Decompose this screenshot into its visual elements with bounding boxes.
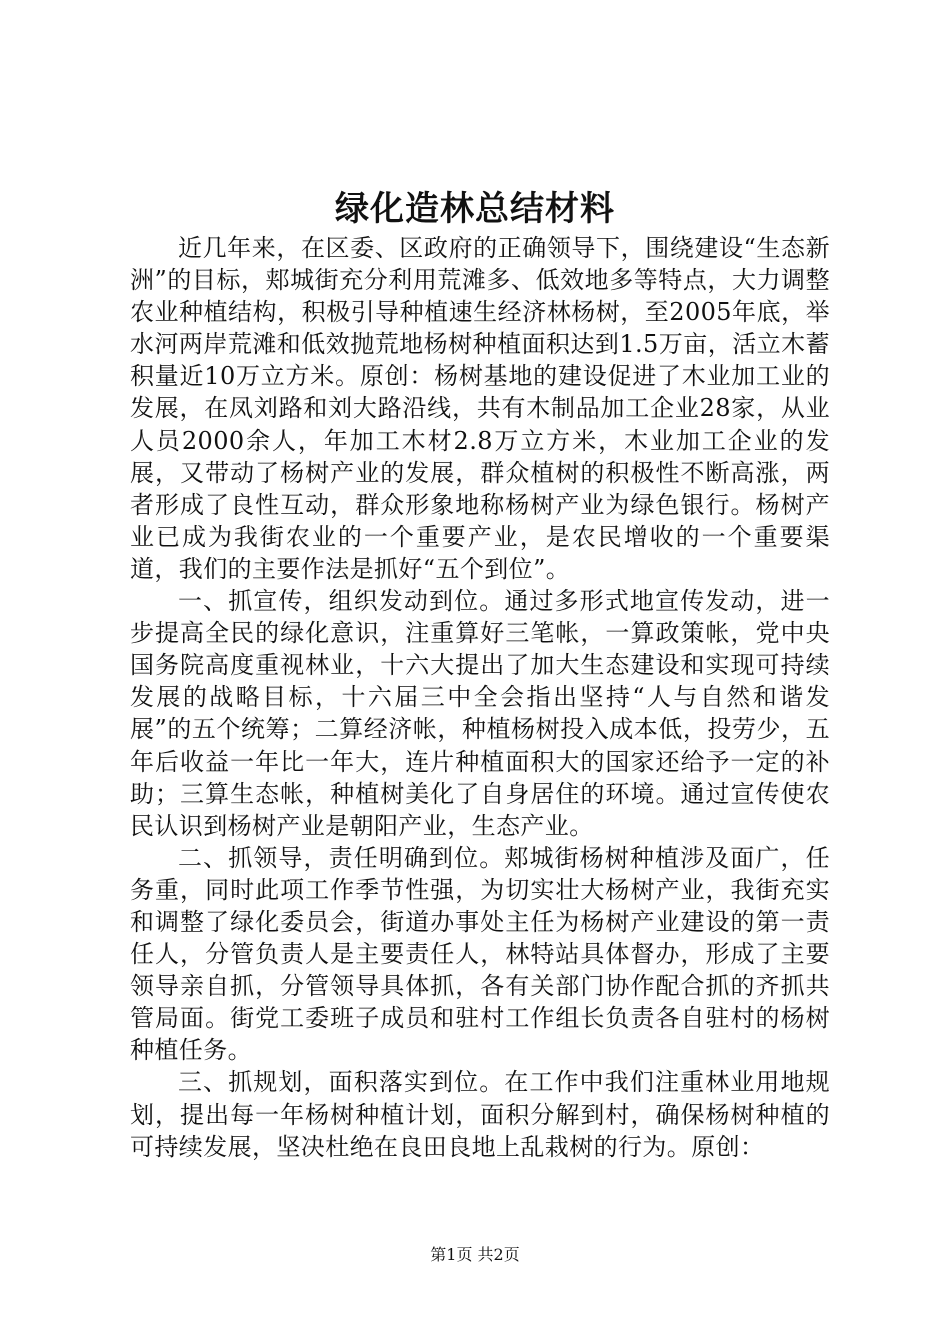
document-body — [130, 232, 830, 1163]
paragraph-publicity: 一、抓宣传，组织发动到位。通过多形式地宣传发动，进一步提高全民的绿化意识，注重算好三笔帐，一算政策帐，党中央国务院高度重视林业，十六大提出了加大生态建设和实现可持续发展的战略目标，十六届三中全会指出坚持“人与自然和谐发展”的五个统筹；二算经济帐，种植杨树投入成本低，投劳少，五年后收益一年比一年大，连片种植面积大的国家还给予一定的补助；三算生态帐，种植树美化了自身居住的环境。通过宣传使农民认识到杨树产业是朝阳产业，生态产业。 — [130, 587, 830, 840]
paragraph-intro: 近几年来，在区委、区政府的正确领导下，围绕建设“生态新洲”的目标，郏城街充分利用荒滩多、低效地多等特点，大力调整农业种植结构，积极引导种植速生经济林杨树，至2005年底，举水河两岸荒滩和低效抛荒地杨树种植面积达到1.5万亩，活立木蓄积量近10万立方米。原创：杨树基地的建设促进了木业加工业的发展，在凤刘路和刘大路沿线，共有木制品加工企业28家，从业人员2000余人，年加工木材2.8万立方米，木业加工企业的发展，又带动了杨树产业的发展，群众植树的积极性不断高涨，两者形成了良性互动，群众形象地称杨树产业为绿色银行。杨树产业已成为我街农业的一个重要产业，是农民增收的一个重要渠道，我们的主要作法是抓好“五个到位”。 — [130, 234, 830, 583]
page-number-footer: 第1页 共2页 — [430, 1245, 520, 1264]
document-title: 绿化造林总结材料 — [335, 189, 615, 229]
paragraph-leadership: 二、抓领导，责任明确到位。郏城街杨树种植涉及面广，任务重，同时此项工作季节性强，为切实壮大杨树产业，我街充实和调整了绿化委员会，街道办事处主任为杨树产业建设的第一责任人，分管负责人是主要责任人，林特站具体督办，形成了主要领导亲自抓，分管领导具体抓，各有关部门协作配合抓的齐抓共管局面。街党工委班子成员和驻村工作组长负责各自驻村的杨树种植任务。 — [130, 843, 830, 1065]
paragraph-planning: 三、抓规划，面积落实到位。在工作中我们注重林业用地规划，提出每一年杨树种植计划，面积分解到村，确保杨树种植的可持续发展，坚决杜绝在良田良地上乱栽树的行为。原创： — [130, 1068, 830, 1161]
